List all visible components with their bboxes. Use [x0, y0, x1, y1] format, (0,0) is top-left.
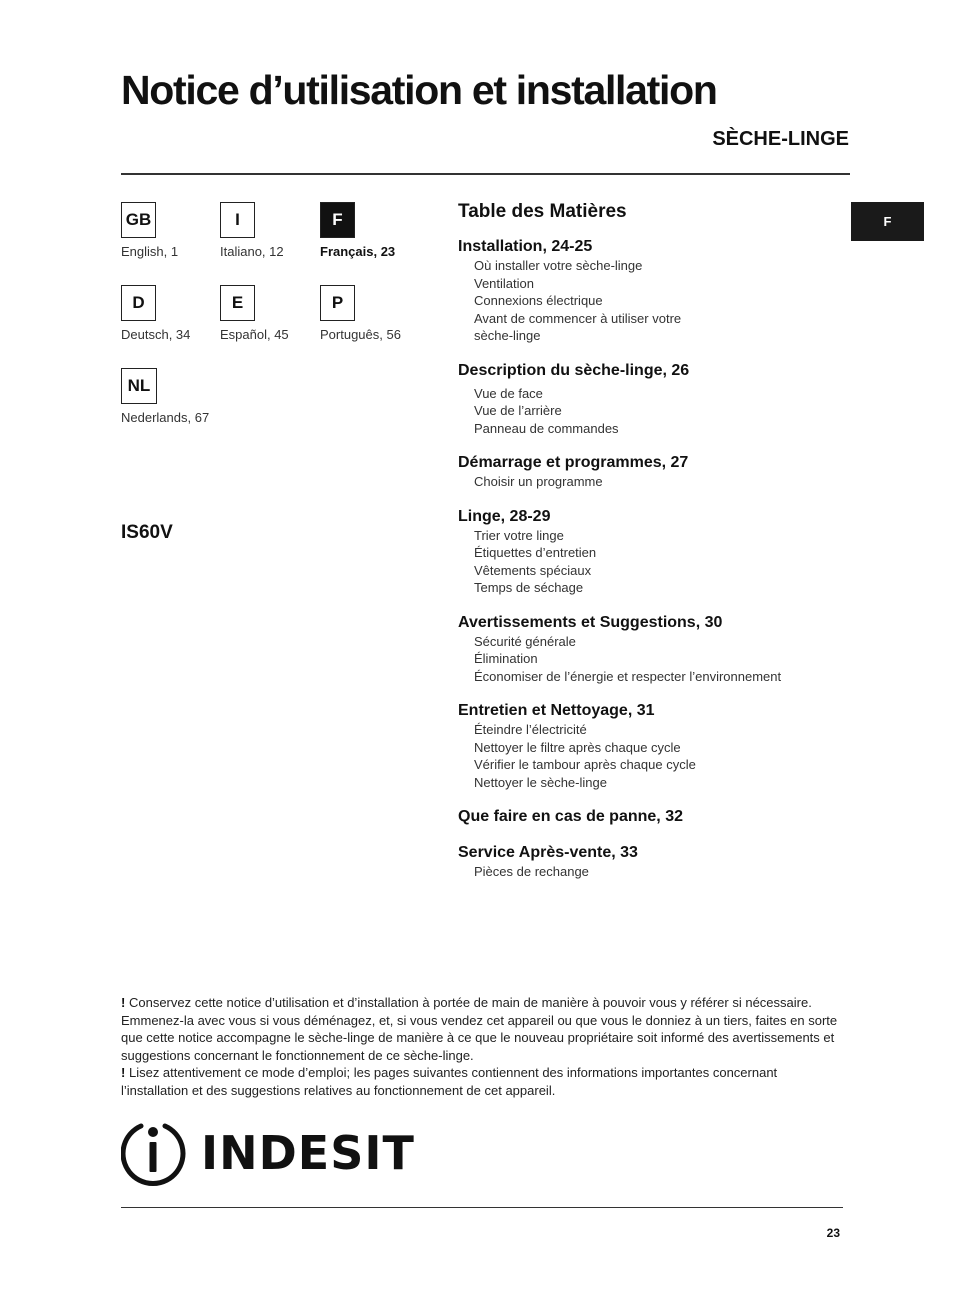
language-code-box: I: [220, 202, 255, 238]
toc-item[interactable]: Panneau de commandes: [474, 420, 619, 436]
toc-item[interactable]: Élimination: [474, 651, 538, 666]
toc-section: [458, 507, 838, 597]
note-text: Conservez cette notice d’utilisation et d’installation à portée de main de manière à pouvoir vous y référer si nécessaire. Emmenez-la avec vous si vous déménagez, et, si vous vendez cet appareil ou que vous le donniez à un tiers, faites en sorte que cette notice accompagne le sèche-linge de manière à ce que le nouveau propriétaire soit informé des avertissements et suggestions concernant le fonctionnement de ce sèche-linge.: [121, 995, 838, 1063]
language-entry-i[interactable]: [220, 202, 330, 259]
footer-divider: [121, 1207, 843, 1208]
toc-item[interactable]: Économiser de l’énergie et respecter l’environnement: [474, 668, 782, 684]
toc-item[interactable]: Pièces de rechange: [474, 864, 589, 879]
toc-section: [458, 361, 838, 438]
toc-section: [458, 843, 838, 881]
exclamation-icon: !: [121, 1065, 126, 1080]
language-entry-e[interactable]: [220, 285, 330, 342]
toc-item[interactable]: Choisir un programme: [474, 474, 603, 489]
toc-heading[interactable]: Installation, 24-25: [458, 238, 593, 255]
toc-section: [458, 807, 838, 827]
toc-section: [458, 237, 838, 345]
language-code-box: GB: [121, 202, 156, 238]
language-label: English, 1: [121, 244, 179, 259]
toc-heading[interactable]: Linge, 28-29: [458, 507, 551, 525]
toc-item[interactable]: Avant de commencer à utiliser votre: [474, 310, 682, 326]
product-type: SÈCHE-LINGE: [712, 128, 849, 150]
note-text: Lisez attentivement ce mode d’emploi; les pages suivantes contiennent des informations importantes concernant l’installation et des suggestions relatives au fonctionnement de cet appareil.: [121, 1065, 778, 1098]
language-entry-nl[interactable]: [121, 368, 231, 425]
language-label: Italiano, 12: [220, 244, 284, 259]
toc-title: Table des Matières: [458, 201, 627, 222]
toc-heading[interactable]: Entretien et Nettoyage, 31: [458, 702, 655, 719]
language-code-box: NL: [121, 368, 157, 404]
language-entry-d[interactable]: [121, 285, 231, 342]
toc-item[interactable]: Nettoyer le sèche-linge: [474, 774, 607, 790]
toc-item[interactable]: Vêtements spéciaux: [474, 562, 592, 578]
language-label: Deutsch, 34: [121, 327, 191, 342]
header-divider: [121, 173, 850, 175]
page-title: Notice d’utilisation et installation: [121, 67, 717, 113]
toc-section: [458, 613, 838, 686]
language-side-tab: F: [851, 202, 924, 241]
language-code-box: D: [121, 285, 156, 321]
table-of-contents: [458, 201, 838, 897]
toc-item[interactable]: Sécurité générale: [474, 633, 576, 649]
note-paragraph: [121, 1064, 843, 1099]
toc-item[interactable]: Temps de séchage: [474, 580, 584, 595]
exclamation-icon: !: [121, 995, 126, 1010]
language-code-box: E: [220, 285, 255, 321]
toc-heading[interactable]: Service Après-vente, 33: [458, 844, 638, 861]
toc-item[interactable]: Où installer votre sèche-linge: [474, 258, 643, 273]
toc-item[interactable]: Connexions électrique: [474, 293, 603, 308]
language-entry-f[interactable]: [320, 202, 430, 259]
toc-item[interactable]: Vérifier le tambour après chaque cycle: [474, 757, 696, 772]
logo-wordmark: INDESIT: [201, 1126, 415, 1180]
safety-notes: [121, 994, 843, 1099]
toc-heading[interactable]: Description du sèche-linge, 26: [458, 361, 690, 379]
toc-item[interactable]: Étiquettes d’entretien: [474, 545, 597, 560]
toc-heading[interactable]: Démarrage et programmes, 27: [458, 454, 689, 471]
toc-heading[interactable]: Avertissements et Suggestions, 30: [458, 613, 723, 631]
toc-item[interactable]: Éteindre l’électricité: [474, 722, 587, 737]
toc-section: [458, 701, 838, 791]
toc-section: [458, 453, 838, 491]
language-code-box: P: [320, 285, 355, 321]
model-number: IS60V: [121, 522, 173, 543]
toc-heading[interactable]: Que faire en cas de panne, 32: [458, 808, 683, 825]
toc-item[interactable]: Ventilation: [474, 275, 534, 291]
toc-item[interactable]: Trier votre linge: [474, 527, 564, 543]
language-label: Nederlands, 67: [121, 410, 210, 425]
toc-item[interactable]: Vue de l’arrière: [474, 403, 562, 418]
toc-item[interactable]: Vue de face: [474, 385, 543, 401]
language-label: Español, 45: [220, 327, 289, 342]
language-label: Português, 56: [320, 327, 401, 342]
toc-item[interactable]: sèche-linge: [474, 328, 541, 343]
language-entry-p[interactable]: [320, 285, 430, 342]
note-paragraph: [121, 994, 843, 1064]
page-number: 23: [826, 1226, 840, 1240]
language-entry-gb[interactable]: [121, 202, 231, 259]
indesit-logo: [121, 1118, 415, 1186]
language-code-box-active: F: [320, 202, 355, 238]
language-label-active: Français, 23: [320, 244, 396, 259]
toc-item[interactable]: Nettoyer le filtre après chaque cycle: [474, 739, 681, 755]
